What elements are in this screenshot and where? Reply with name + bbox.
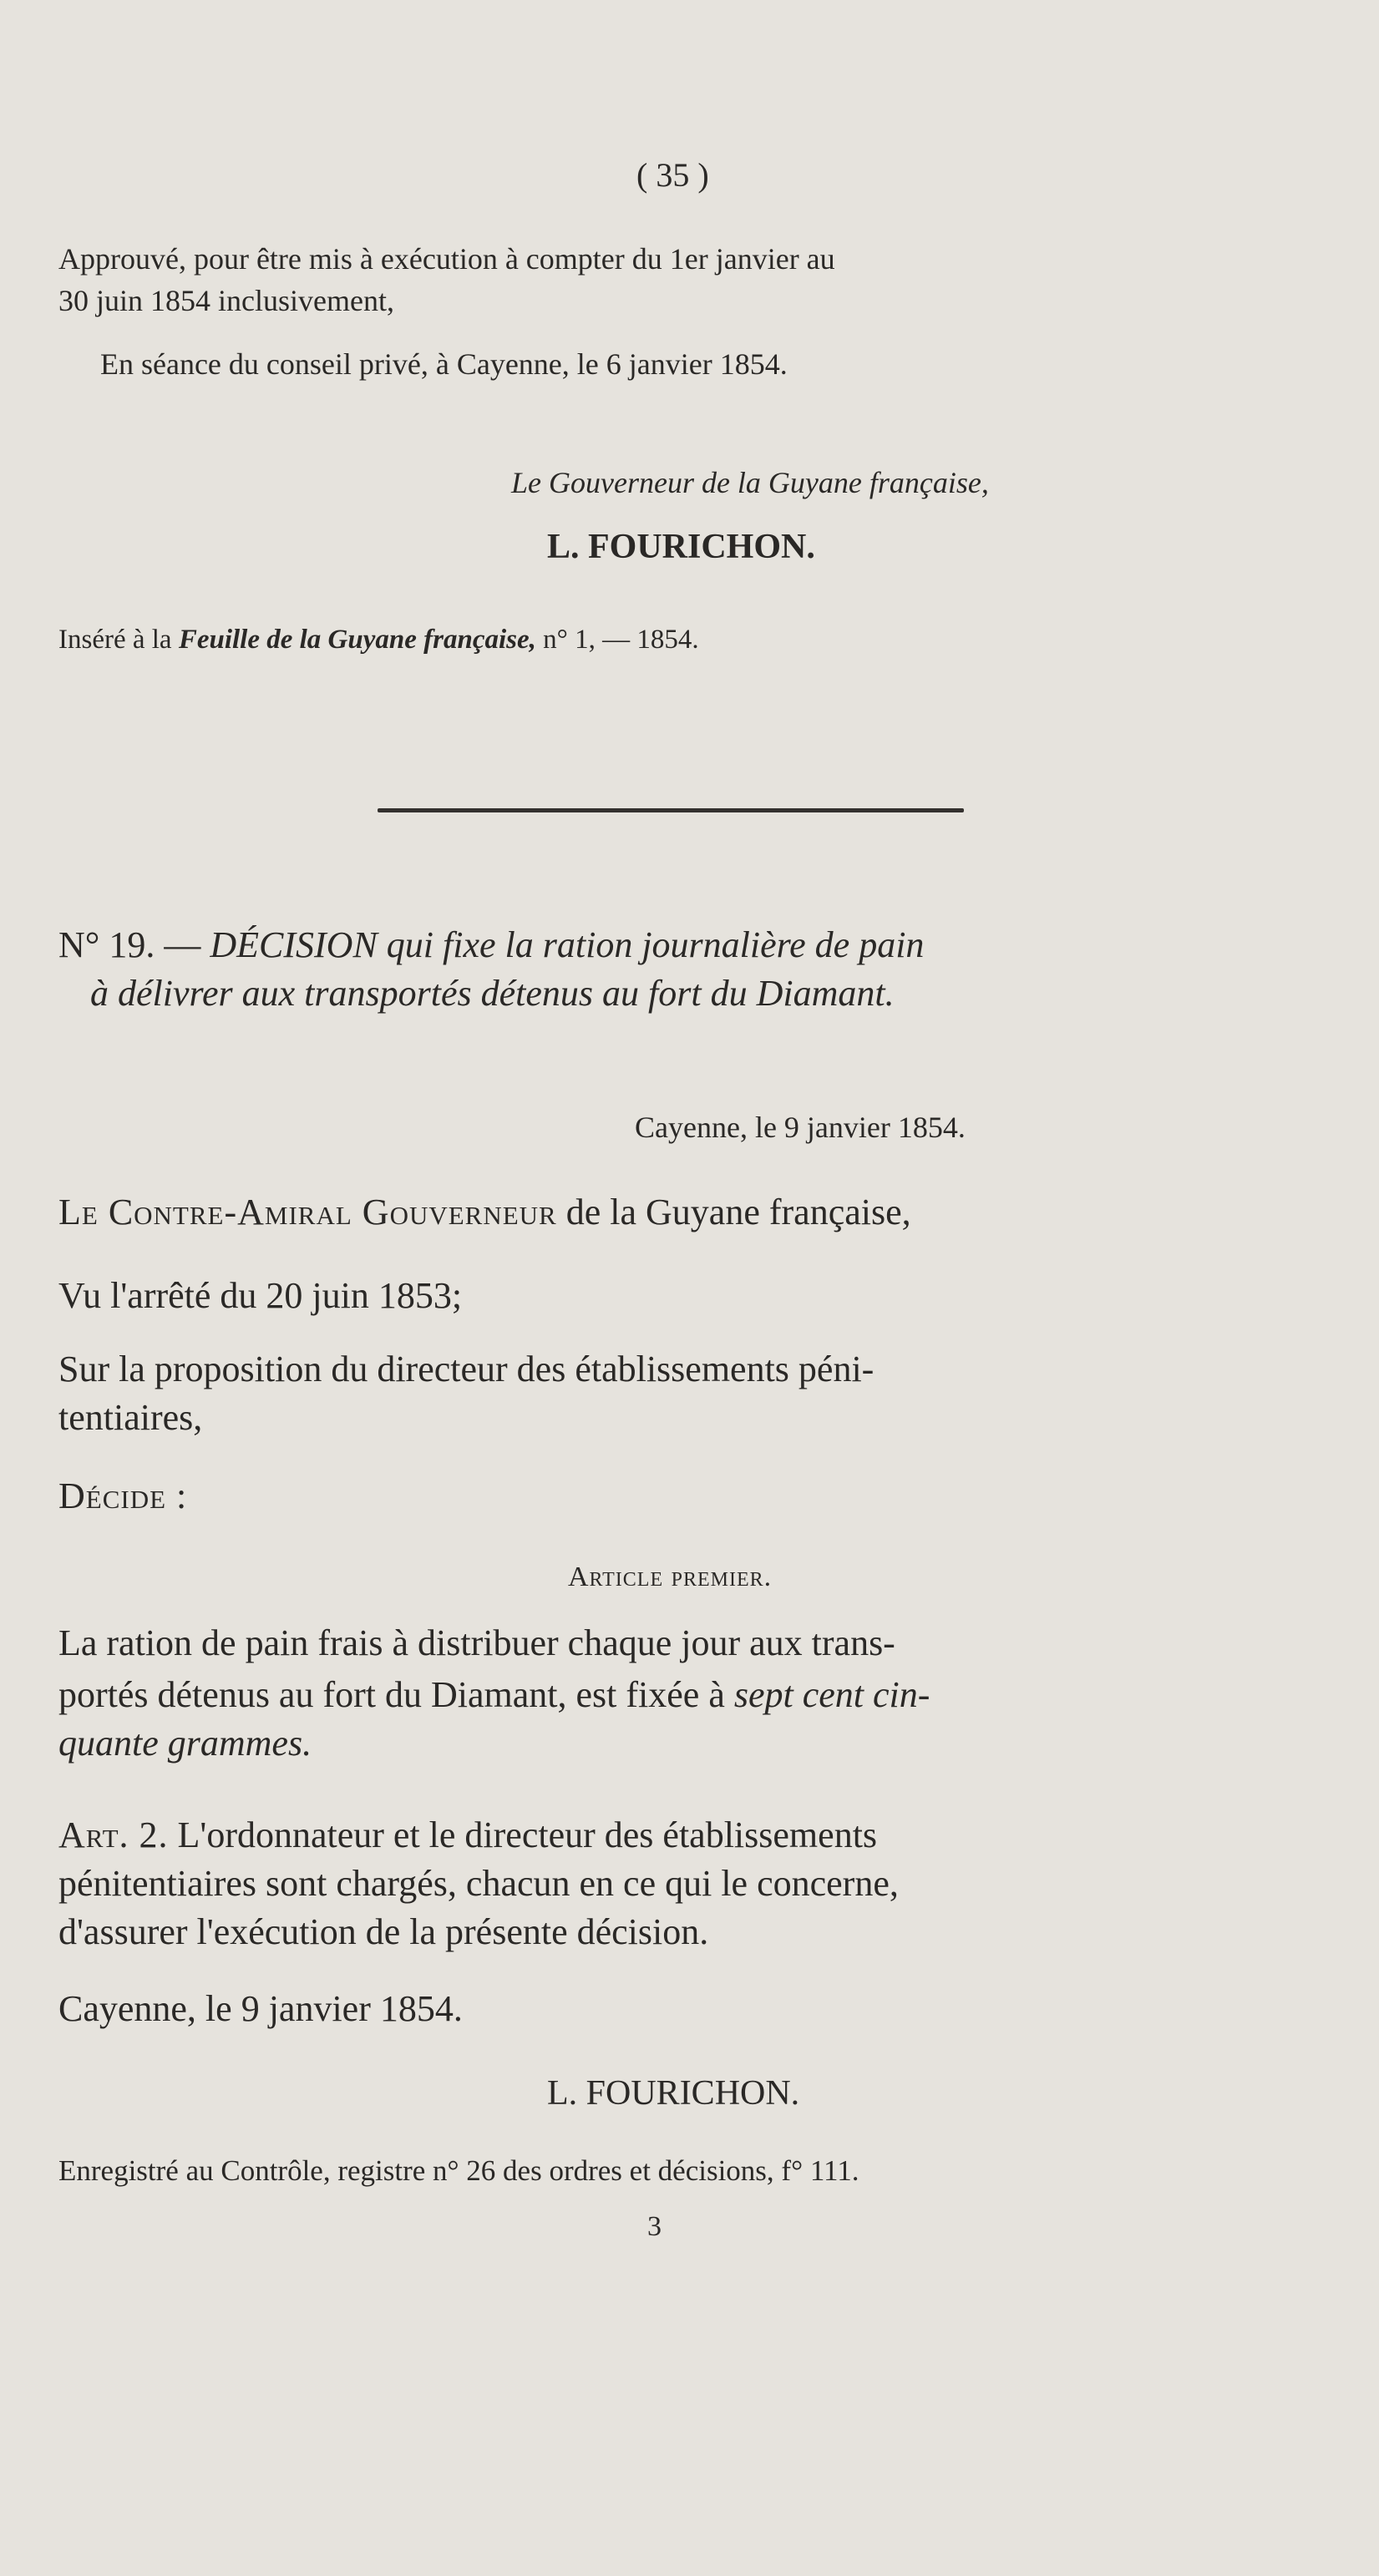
article1-line-1: La ration de pain frais à distribuer chaque jour aux trans-	[58, 1622, 895, 1663]
inserted-prefix: Inséré à la	[58, 625, 172, 655]
article2-line-1	[58, 1814, 878, 1855]
article2-label: Art. 2.	[58, 1814, 169, 1855]
decision-place-date: Cayenne, le 9 janvier 1854.	[635, 1111, 966, 1144]
inserted-line	[58, 626, 699, 654]
signature-mark: 3	[647, 2211, 662, 2242]
article2-text-1: L'ordonnateur et le directeur des établissements	[177, 1814, 878, 1855]
registration-line: Enregistré au Contrôle, registre n° 26 des ordres et décisions, f° 111.	[58, 2154, 859, 2187]
proposition-line-2: tentiaires,	[58, 1397, 203, 1438]
issuer-suffix: de la Guyane française,	[565, 1192, 911, 1232]
decision-title-line-1	[58, 924, 925, 965]
article1-quantity-1: sept cent cin-	[733, 1674, 930, 1715]
proposition-line-1: Sur la proposition du directeur des établissements péni-	[58, 1349, 875, 1389]
approval-line-1: Approuvé, pour être mis à exécution à compter du 1er janvier au	[58, 242, 835, 276]
inserted-source: Feuille de la Guyane française,	[178, 625, 536, 655]
approval-line-2: 30 juin 1854 inclusivement,	[58, 284, 394, 317]
decision-title-line-2: à délivrer aux transportés détenus au fort du Diamant.	[90, 973, 895, 1014]
vu-line: Vu l'arrêté du 20 juin 1853;	[58, 1275, 463, 1316]
decision-signature: L. FOURICHON.	[547, 2074, 800, 2113]
article2-line-3: d'assurer l'exécution de la présente décision.	[58, 1911, 709, 1952]
article-heading: Article premier.	[568, 1561, 773, 1592]
issuer-line	[58, 1194, 911, 1231]
section-divider	[378, 808, 964, 812]
decision-title-1: DÉCISION qui fixe la ration journalière de pain	[210, 924, 925, 965]
issuer-title: Le Contre-Amiral Gouverneur	[58, 1192, 557, 1232]
session-line: En séance du conseil privé, à Cayenne, le 6 janvier 1854.	[100, 347, 788, 381]
closing-place-date: Cayenne, le 9 janvier 1854.	[58, 1988, 463, 2029]
page-number: ( 35 )	[636, 156, 709, 194]
decide-heading: Décide :	[58, 1475, 188, 1516]
article1-line-2	[58, 1674, 930, 1715]
decision-number: N° 19. —	[58, 924, 201, 965]
governor-title: Le Gouverneur de la Guyane française,	[511, 466, 989, 499]
approval-signature: L. FOURICHON.	[547, 528, 815, 566]
inserted-suffix: n° 1, — 1854.	[543, 625, 699, 655]
article1-text: portés détenus au fort du Diamant, est fixée à	[58, 1674, 725, 1715]
article2-line-2: pénitentiaires sont chargés, chacun en ce qui le concerne,	[58, 1863, 899, 1904]
article1-quantity-2: quante grammes.	[58, 1723, 312, 1764]
